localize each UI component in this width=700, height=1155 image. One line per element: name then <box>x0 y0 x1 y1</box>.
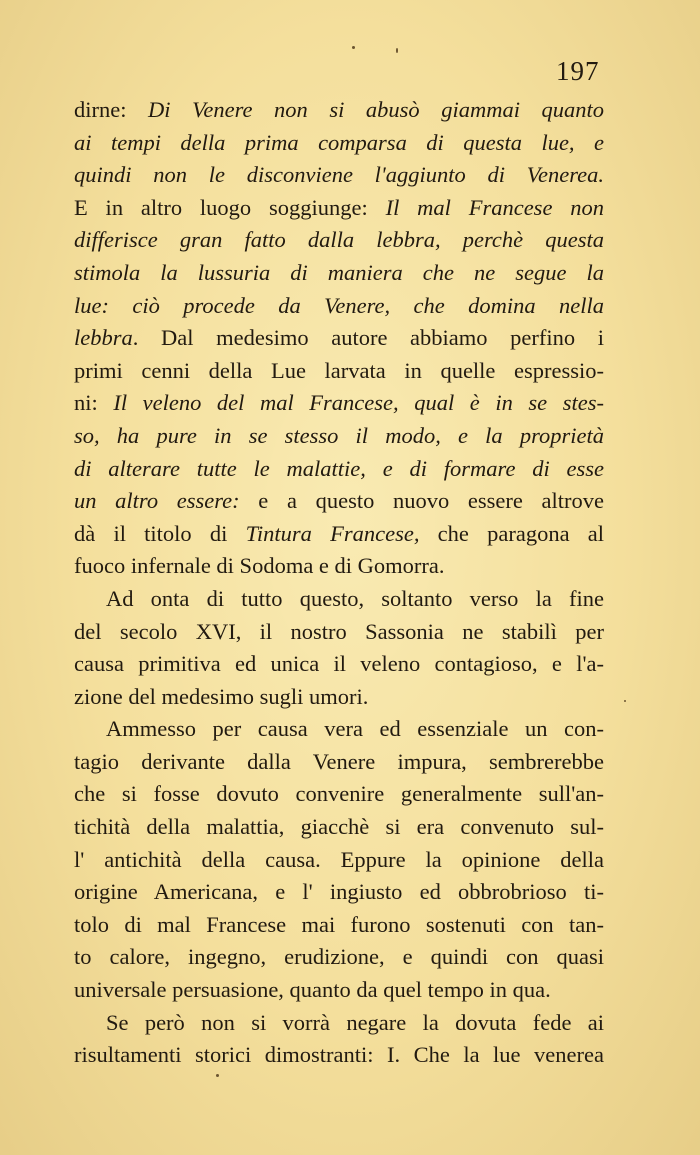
text-segment: risultamenti storici dimostranti: I. Che la lue venerea <box>74 1042 604 1068</box>
text-line <box>74 322 604 355</box>
text-segment: del secolo XVI, il nostro Sassonia ne stabilì per <box>74 618 604 644</box>
body-text <box>74 94 604 1072</box>
text-line <box>74 1007 604 1040</box>
text-segment: Ad onta di tutto questo, soltanto verso la fine <box>106 585 604 611</box>
italic-text-segment: un altro essere: <box>74 488 240 514</box>
text-segment: tichità della malattia, giacchè si era convenuto sul- <box>74 814 604 840</box>
text-segment: tagio derivante dalla Venere impura, sembrerebbe <box>74 748 604 774</box>
ink-speck <box>352 46 355 49</box>
text-segment: E in altro luogo soggiunge: <box>74 194 386 220</box>
text-segment: origine Americana, e l' ingiusto ed obbrobrioso ti- <box>74 879 604 905</box>
text-line <box>74 159 604 192</box>
text-line <box>74 681 604 714</box>
text-line <box>74 876 604 909</box>
text-line <box>74 94 604 127</box>
ink-speck <box>216 1074 219 1077</box>
italic-text-segment: ai tempi della prima comparsa di questa lue, e <box>74 129 604 155</box>
italic-text-segment: so, ha pure in se stesso il modo, e la proprietà <box>74 422 604 448</box>
text-line <box>74 1039 604 1072</box>
text-segment: to calore, ingegno, erudizione, e quindi con quasi <box>74 944 604 970</box>
text-line <box>74 257 604 290</box>
italic-text-segment: Tintura Francese, <box>245 520 420 546</box>
text-line <box>74 909 604 942</box>
italic-text-segment: quindi non le disconviene l'aggiunto di Venerea. <box>74 162 604 188</box>
text-line <box>74 192 604 225</box>
italic-text-segment: lue: ciò procede da Venere, che domina nella <box>74 292 604 318</box>
text-line <box>74 518 604 551</box>
text-line <box>74 974 604 1007</box>
text-segment: tolo di mal Francese mai furono sostenuti con tan- <box>74 911 604 937</box>
text-line <box>74 485 604 518</box>
text-line <box>74 387 604 420</box>
text-segment: . Dal medesimo autore abbiamo perfino i <box>132 325 604 351</box>
text-line <box>74 844 604 877</box>
italic-text-segment: differisce gran fatto dalla lebbra, perchè questa <box>74 227 604 253</box>
italic-text-segment: stimola la lussuria di maniera che ne segue la <box>74 259 604 285</box>
text-segment: universale persuasione, quanto da quel tempo in qua. <box>74 977 551 1003</box>
text-line <box>74 550 604 583</box>
italic-text-segment: Il veleno del mal Francese, qual è in se stes- <box>113 390 604 416</box>
text-segment: Ammesso per causa vera ed essenziale un con- <box>106 716 604 742</box>
text-segment: ni: <box>74 390 114 416</box>
text-line <box>74 290 604 323</box>
ink-speck <box>396 48 398 53</box>
text-line <box>74 224 604 257</box>
page-number: 197 <box>556 56 600 86</box>
ink-speck <box>624 700 626 702</box>
text-segment: Se però non si vorrà negare la dovuta fede ai <box>106 1009 604 1035</box>
text-segment: causa primitiva ed unica il veleno contagioso, e l'a- <box>74 651 604 677</box>
text-line <box>74 811 604 844</box>
text-segment: dirne: <box>74 97 149 122</box>
text-segment: che si fosse dovuto convenire generalmente sull'an- <box>74 781 604 807</box>
italic-text-segment: di alterare tutte le malattie, e di formare di esse <box>74 455 604 481</box>
text-line <box>74 583 604 616</box>
text-line <box>74 127 604 160</box>
text-line <box>74 355 604 388</box>
text-line <box>74 778 604 811</box>
text-segment: fuoco infernale di Sodoma e di Gomorra. <box>74 553 445 579</box>
text-segment: zione del medesimo sugli umori. <box>74 683 369 709</box>
text-segment: e a questo nuovo essere altrove <box>239 488 604 514</box>
text-segment: primi cenni della Lue larvata in quelle espressio- <box>74 357 604 383</box>
italic-text-segment: lebbra <box>74 325 133 351</box>
text-line <box>74 420 604 453</box>
text-line <box>74 648 604 681</box>
text-segment: che paragona al <box>419 520 604 546</box>
text-line <box>74 746 604 779</box>
text-line <box>74 713 604 746</box>
italic-text-segment: Di Venere non si abusò giammai quanto <box>148 97 604 122</box>
text-segment: dà il titolo di <box>74 520 246 546</box>
text-line <box>74 453 604 486</box>
text-line <box>74 941 604 974</box>
text-line <box>74 616 604 649</box>
text-segment: l' antichità della causa. Eppure la opinione della <box>74 846 604 872</box>
italic-text-segment: Il mal Francese non <box>385 194 604 220</box>
